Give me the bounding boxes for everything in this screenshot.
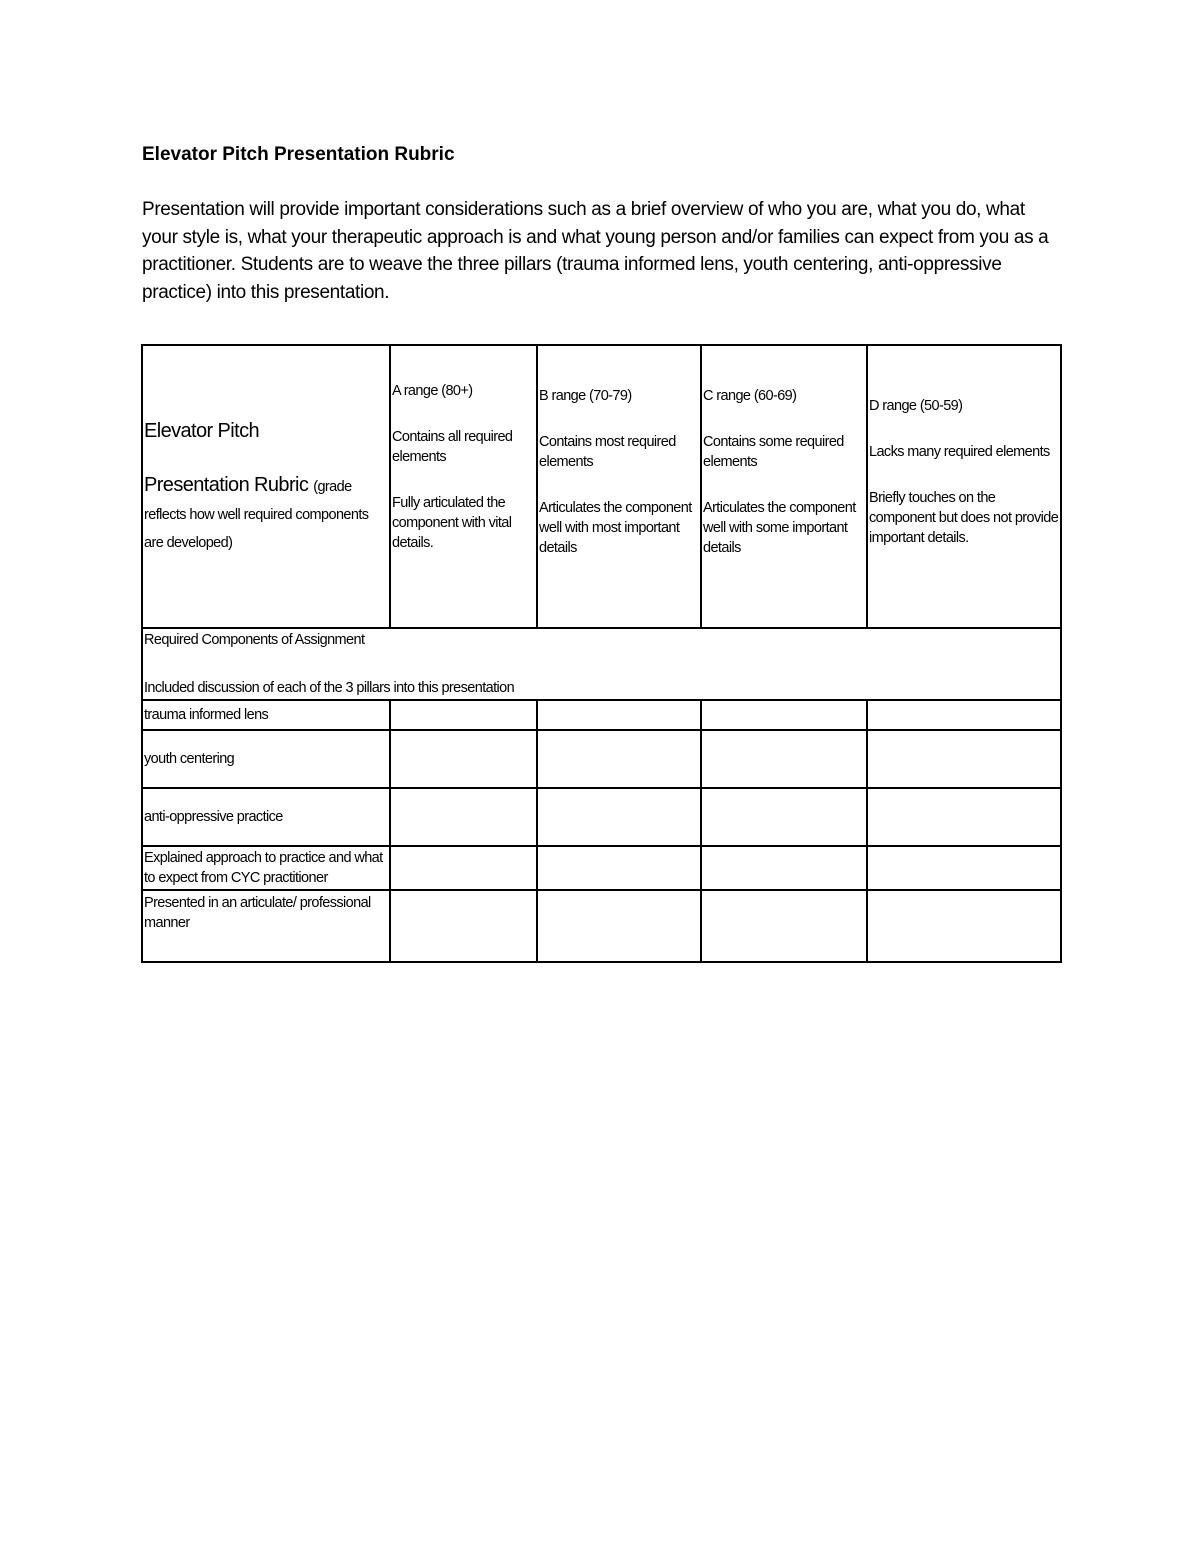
score-cell-b [537, 730, 701, 788]
score-cell-b [537, 788, 701, 846]
grade-a-summary: Contains all required elements [392, 428, 513, 465]
score-cell-d [867, 730, 1061, 788]
grade-a-cell [390, 345, 537, 628]
score-cell-c [701, 700, 867, 730]
score-cell-d [867, 890, 1061, 962]
score-cell-a [390, 700, 537, 730]
score-cell-b [537, 846, 701, 890]
criterion-label: anti-oppressive practice [142, 788, 390, 846]
criterion-label: youth centering [142, 730, 390, 788]
score-cell-a [390, 788, 537, 846]
rubric-header-row [142, 345, 1061, 628]
document-intro: Presentation will provide important considerations such as a brief overview of who you are, what you do, what your style is, what your therapeutic approach is and what young person and/or families can expect from you as a practitioner. Students are to weave the three pillars (trauma informed lens, youth centering, anti-oppressive practice) into this presentation. [142, 199, 1049, 303]
grade-b-cell [537, 345, 701, 628]
score-cell-b [537, 890, 701, 962]
document-title: Elevator Pitch Presentation Rubric [142, 144, 455, 165]
score-cell-d [867, 700, 1061, 730]
rubric-title-note: (grade reflects how well required components are developed) [144, 478, 369, 551]
score-cell-c [701, 846, 867, 890]
score-cell-a [390, 730, 537, 788]
rubric-title-cell [142, 345, 390, 628]
score-cell-b [537, 700, 701, 730]
criterion-label: trauma informed lens [142, 700, 390, 730]
grade-d-summary: Lacks many required elements [869, 443, 1050, 460]
score-cell-d [867, 846, 1061, 890]
score-cell-d [867, 788, 1061, 846]
grade-c-range: C range (60-69) [703, 387, 797, 404]
criterion-label: Presented in an articulate/ professional manner [142, 890, 390, 962]
grade-a-detail: Fully articulated the component with vital details. [392, 494, 512, 551]
grade-b-detail: Articulates the component well with most important details [539, 499, 692, 556]
rubric-title-line2: Presentation Rubric [144, 473, 309, 496]
required-components-row [142, 628, 1061, 700]
score-cell-c [701, 788, 867, 846]
criterion-row [142, 846, 1061, 890]
score-cell-a [390, 890, 537, 962]
score-cell-c [701, 890, 867, 962]
criterion-row [142, 700, 1061, 730]
grade-b-summary: Contains most required elements [539, 433, 676, 470]
rubric-table [141, 344, 1062, 963]
score-cell-a [390, 846, 537, 890]
score-cell-c [701, 730, 867, 788]
grade-d-detail: Briefly touches on the component but does not provide important details. [869, 489, 1059, 546]
criterion-row [142, 788, 1061, 846]
required-components-subheading: Included discussion of each of the 3 pillars into this presentation [144, 680, 515, 696]
criterion-row [142, 890, 1061, 962]
grade-d-cell [867, 345, 1061, 628]
required-components-cell [142, 628, 1061, 700]
grade-c-detail: Articulates the component well with some important details [703, 499, 856, 556]
grade-c-summary: Contains some required elements [703, 433, 844, 470]
criterion-label: Explained approach to practice and what to expect from CYC practitioner [142, 846, 390, 890]
grade-b-range: B range (70-79) [539, 387, 632, 404]
rubric-title-line1: Elevator Pitch [144, 419, 259, 442]
criterion-row [142, 730, 1061, 788]
grade-c-cell [701, 345, 867, 628]
grade-d-range: D range (50-59) [869, 397, 963, 414]
required-components-heading: Required Components of Assignment [144, 632, 365, 648]
grade-a-range: A range (80+) [392, 382, 473, 399]
